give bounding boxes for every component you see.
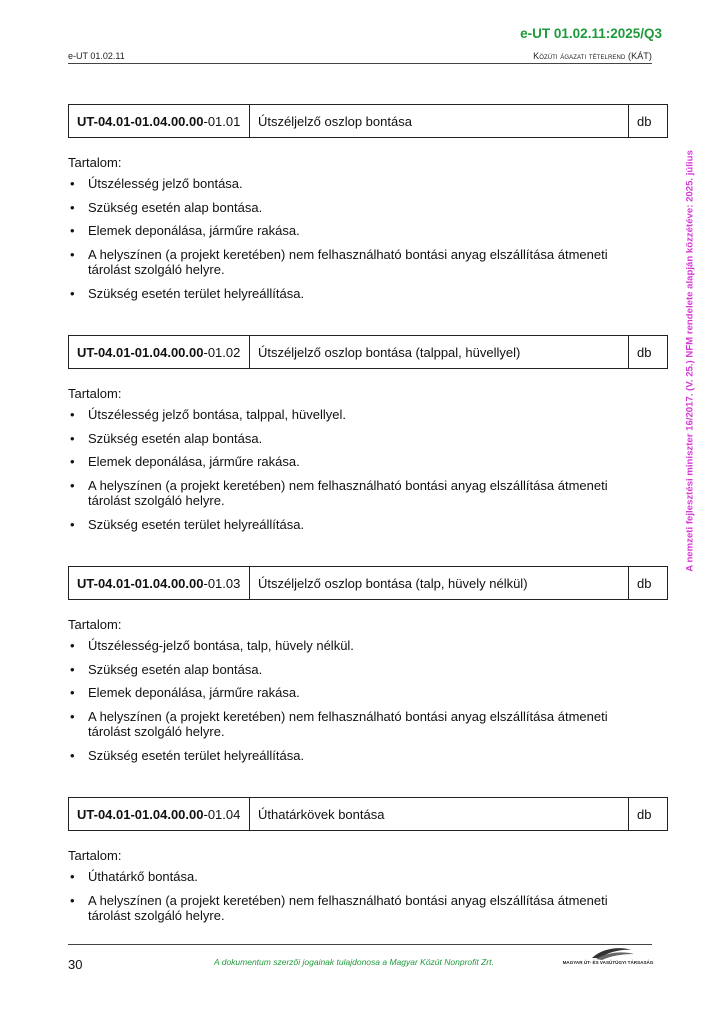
item-code-cell [69, 798, 250, 830]
side-note-text: A nemzeti fejlesztési miniszter 16/2017. (V. 25.) NFM rendelete alapján közzétéve: 2025. július [684, 150, 696, 572]
item-unit-cell: db [637, 575, 652, 591]
footer-rule [68, 944, 652, 945]
item-unit-cell: db [637, 344, 652, 360]
content-label: Tartalom: [68, 617, 122, 632]
item-code-table [68, 104, 668, 138]
content-bullet-list [68, 638, 670, 763]
item-code-table [68, 335, 668, 369]
item-block [68, 335, 670, 540]
bullet-item: • Útszélesség jelző bontása, talppal, hüvellyel. [70, 407, 346, 422]
content-label: Tartalom: [68, 848, 122, 863]
item-code-table [68, 797, 668, 831]
header-right-title: Közúti ágazati tételrend (KÁT) [533, 51, 652, 61]
bullet-item: • Útszélesség jelző bontása. [70, 176, 243, 191]
item-title-cell: Útszéljelző oszlop bontása [250, 105, 629, 137]
item-code-bold: UT-04.01-01.04.00.00 [77, 806, 204, 822]
item-title-cell: Útszéljelző oszlop bontása (talppal, hüvellyel) [250, 336, 629, 368]
item-code-table [68, 566, 668, 600]
item-code-suffix: -01.01 [203, 113, 241, 129]
bullet-item: • Elemek deponálása, járműre rakása. [70, 685, 300, 700]
bullet-item: • A helyszínen (a projekt keretében) nem felhasználható bontási anyag elszállítása átmeneti tárolást szolgáló helyre. [70, 708, 608, 739]
item-code-bold: UT-04.01-01.04.00.00 [77, 575, 204, 591]
item-block [68, 797, 670, 932]
bullet-item: • Szükség esetén alap bontása. [70, 199, 263, 215]
item-code-cell [69, 336, 250, 368]
item-block [68, 566, 670, 771]
item-code-suffix: -01.04 [203, 806, 241, 822]
bullet-item: • A helyszínen (a projekt keretében) nem felhasználható bontási anyag elszállítása átmeneti tárolást szolgáló helyre. [70, 246, 608, 277]
content-bullet-list [68, 407, 670, 532]
bullet-item: • Szükség esetén alap bontása. [70, 661, 263, 677]
organization-logo [562, 946, 654, 970]
item-code-bold: UT-04.01-01.04.00.00 [77, 344, 204, 360]
bullet-item: • Elemek deponálása, járműre rakása. [70, 223, 300, 238]
bullet-item: • Elemek deponálása, járműre rakása. [70, 454, 300, 469]
bullet-item: • A helyszínen (a projekt keretében) nem felhasználható bontási anyag elszállítása átmeneti tárolást szolgáló helyre. [70, 892, 608, 923]
item-title-cell: Úthatárkövek bontása [250, 798, 629, 830]
item-code-suffix: -01.03 [203, 575, 241, 591]
page-number: 30 [68, 957, 83, 972]
bullet-item: • Szükség esetén terület helyreállítása. [70, 747, 305, 763]
bullet-item: • Szükség esetén terület helyreállítása. [70, 516, 305, 532]
side-publication-note [683, 94, 697, 628]
item-unit-cell: db [637, 113, 652, 129]
item-code-cell [69, 105, 250, 137]
item-code-cell [69, 567, 250, 599]
bullet-item: • Szükség esetén terület helyreállítása. [70, 285, 305, 301]
content-label: Tartalom: [68, 386, 122, 401]
bullet-item: • Szükség esetén alap bontása. [70, 430, 263, 446]
item-code-bold: UT-04.01-01.04.00.00 [77, 113, 204, 129]
header-rule [68, 63, 652, 64]
content-label: Tartalom: [68, 155, 122, 170]
document-code: e-UT 01.02.11:2025/Q3 [520, 26, 662, 41]
bullet-item: • Úthatárkő bontása. [70, 869, 198, 884]
item-code-suffix: -01.02 [203, 344, 241, 360]
content-bullet-list [68, 869, 670, 924]
bullet-item: • A helyszínen (a projekt keretében) nem felhasználható bontási anyag elszállítása átmeneti tárolást szolgáló helyre. [70, 477, 608, 508]
item-title-cell: Útszéljelző oszlop bontása (talp, hüvely nélkül) [250, 567, 629, 599]
copyright-note: A dokumentum szerzői jogainak tulajdonosa a Magyar Közút Nonprofit Zrt. [214, 957, 494, 967]
item-unit-cell: db [637, 806, 652, 822]
bullet-item: • Útszélesség-jelző bontása, talp, hüvely nélkül. [70, 638, 354, 653]
logo-text: MAGYAR ÚT- ÉS VASÚTÜGYI TÁRSASÁG [562, 960, 654, 965]
header-left-code: e-UT 01.02.11 [68, 51, 125, 61]
content-bullet-list [68, 176, 670, 301]
item-block [68, 104, 670, 309]
